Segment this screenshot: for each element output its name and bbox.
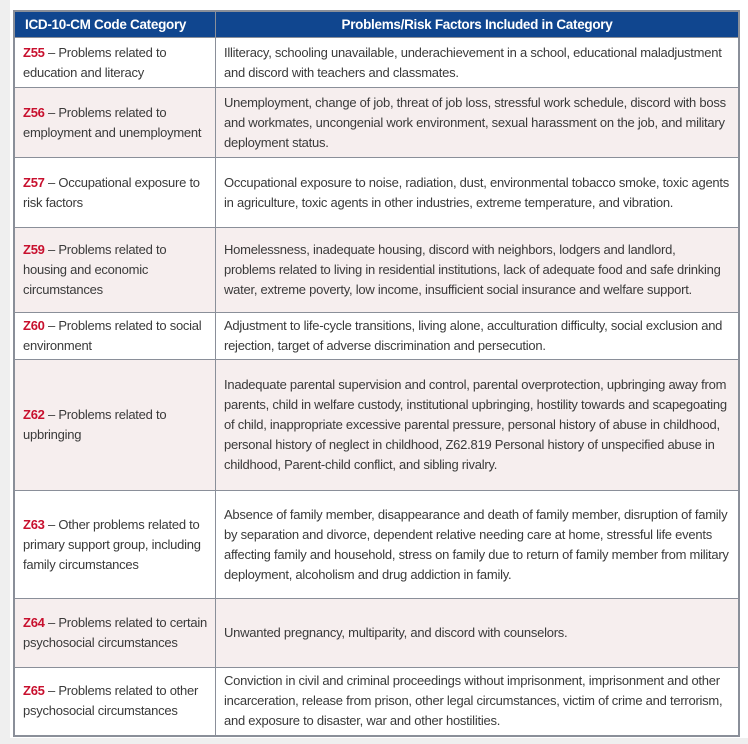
table-header-row bbox=[14, 11, 739, 38]
factors-cell: Unemployment, change of job, threat of job loss, stressful work schedule, discord with boss and workmates, uncongenial work environment, sexual harassment on the job, and military deployment status. bbox=[216, 88, 740, 158]
table-row bbox=[14, 313, 739, 360]
code: Z60 bbox=[23, 318, 45, 333]
code-cell bbox=[14, 158, 216, 228]
code-cell bbox=[14, 360, 216, 491]
factors-cell: Unwanted pregnancy, multiparity, and discord with counselors. bbox=[216, 599, 740, 668]
table-row bbox=[14, 158, 739, 228]
table-row bbox=[14, 228, 739, 313]
code-cell bbox=[14, 228, 216, 313]
factors-cell: Homelessness, inadequate housing, discord with neighbors, lodgers and landlord, problems related to living in residential institutions, lack of adequate food and safe drinking water, extreme poverty, low income, insufficient social insurance and welfare support. bbox=[216, 228, 740, 313]
code-label: – Occupational exposure to risk factors bbox=[23, 174, 200, 210]
factors-cell: Inadequate parental supervision and control, parental overprotection, upbringing away from parents, child in welfare custody, institutional upbringing, hostility towards and scapegoating of child, inappropriate excessive parental pressure, personal history of abuse in childhood, personal history of neglect in childhood, Z62.819 Personal history of unspecified abuse in childhood, Parent-child conflict, and sibling rivalry. bbox=[216, 360, 740, 491]
factors-cell: Adjustment to life-cycle transitions, living alone, acculturation difficulty, social exclusion and rejection, target of adverse discrimination and persecution. bbox=[216, 313, 740, 360]
code: Z65 bbox=[23, 683, 45, 699]
code-label: – Problems related to upbringing bbox=[23, 407, 167, 442]
code-label: – Problems related to certain psychosocial circumstances bbox=[23, 615, 207, 650]
header-code-category: ICD-10-CM Code Category bbox=[14, 11, 216, 38]
code: Z59 bbox=[23, 242, 45, 257]
factors-cell: Occupational exposure to noise, radiation, dust, environmental tobacco smoke, toxic agents in agriculture, toxic agents in other industries, extreme temperature, and vibration. bbox=[216, 158, 740, 228]
code: Z62 bbox=[23, 407, 45, 422]
table-row bbox=[14, 360, 739, 491]
code: Z63 bbox=[23, 516, 45, 532]
icd-z-codes-table bbox=[13, 10, 740, 737]
code-cell bbox=[14, 599, 216, 668]
code: Z64 bbox=[23, 615, 45, 630]
code-label: – Problems related to education and literacy bbox=[23, 44, 167, 80]
code-cell bbox=[14, 491, 216, 599]
table-row bbox=[14, 599, 739, 668]
code-cell bbox=[14, 668, 216, 736]
header-problems-risk-factors: Problems/Risk Factors Included in Category bbox=[216, 11, 740, 38]
table-row bbox=[14, 88, 739, 158]
factors-cell: Conviction in civil and criminal proceedings without imprisonment, imprisonment and other incarceration, release from prison, other legal circumstances, victim of crime and terrorism, and exposure to disaster, war and other hostilities. bbox=[216, 668, 740, 736]
code-label: – Problems related to housing and economic circumstances bbox=[23, 242, 167, 297]
code-cell bbox=[14, 38, 216, 88]
table-row bbox=[14, 38, 739, 88]
code-label: – Problems related to social environment bbox=[23, 318, 202, 353]
code-cell bbox=[14, 88, 216, 158]
code-label: – Other problems related to primary support group, including family circumstances bbox=[23, 516, 201, 572]
code-label: – Problems related to employment and unemployment bbox=[23, 104, 202, 140]
factors-cell: Illiteracy, schooling unavailable, underachievement in a school, educational maladjustment and discord with teachers and classmates. bbox=[216, 38, 740, 88]
factors-cell: Absence of family member, disappearance and death of family member, disruption of family by separation and divorce, dependent relative needing care at home, stressful life events affecting family and household, stress on family due to return of family member from military deployment, alcoholism and drug addiction in family. bbox=[216, 491, 740, 599]
table-row bbox=[14, 491, 739, 599]
code: Z56 bbox=[23, 104, 45, 120]
code-label: – Problems related to other psychosocial circumstances bbox=[23, 683, 199, 719]
code: Z55 bbox=[23, 44, 45, 60]
table-row bbox=[14, 668, 739, 736]
code-cell bbox=[14, 313, 216, 360]
code: Z57 bbox=[23, 174, 45, 190]
